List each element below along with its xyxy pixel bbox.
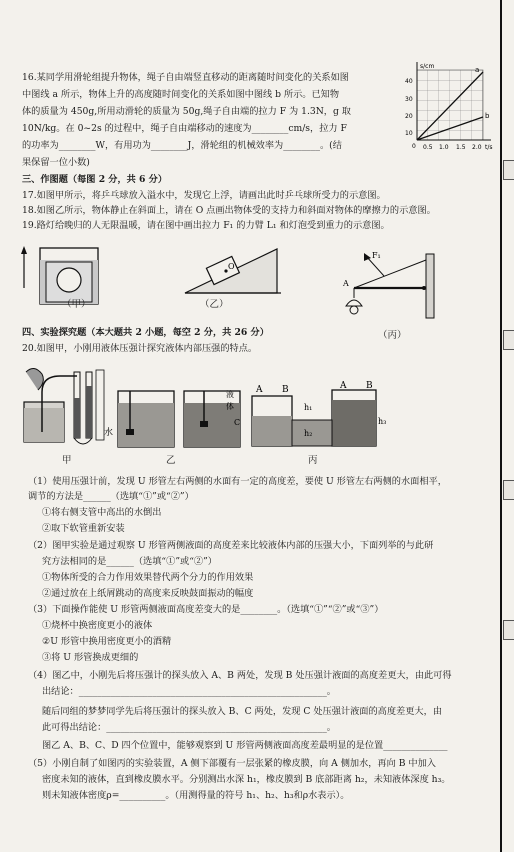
binding-mark (503, 480, 514, 500)
caption-exp-jia: 甲 (62, 455, 72, 466)
p3-option-2: ②U 形管中换用密度更小的酒精 (42, 636, 172, 647)
caption-yi: （乙） (200, 299, 229, 310)
s-t-graph (405, 60, 495, 155)
page-binding-line (500, 0, 502, 852)
beaker-label-C: C (234, 418, 241, 427)
p4-line-1: （4）图乙中，小刚先后将压强计的探头放入 A、B 两处，发现 B 处压强计液面的高度差更大，由此可得 (28, 670, 452, 681)
graph-y-tick-20: 20 (405, 113, 413, 120)
figure-jia-pressure-gauge (16, 362, 114, 452)
container-label-B: B (282, 385, 289, 395)
container-label-A2: A (340, 381, 347, 391)
binding-mark (503, 330, 514, 350)
q16-line-4: 10N/kg。在 0~2s 的过程中，绳子自由端移动的速度为________cm/s，拉力 F (22, 123, 347, 134)
figure-bing-container (248, 380, 388, 460)
graph-x-tick-15: 1.5 (456, 144, 466, 151)
beaker-label-liquid-1: 液 (226, 390, 234, 399)
container-label-A: A (256, 385, 263, 395)
q17-text: 17.如图甲所示，将乒乓球放入溢水中，发现它上浮，请画出此时乒乓球所受力的示意图。 (22, 190, 386, 201)
caption-jia: （甲） (62, 299, 91, 310)
graph-y-label: s/cm (420, 63, 435, 70)
p1-line-2: 调节的方法是______（选填“①”或“②”） (28, 491, 194, 502)
p5-line-1: （5）小刚自制了如图丙的实验装置，A 侧下部覆有一层张紧的橡皮膜，向 A 侧加水，再向 B 中加入 (28, 758, 436, 769)
graph-line-a-label: a (475, 66, 480, 74)
figure-bing-street-lamp (340, 236, 450, 331)
lamp-point-A: A (343, 279, 349, 288)
graph-x-tick-05: 0.5 (423, 144, 433, 151)
p2-option-2: ②通过放在上纸屑跳动的高度来反映鼓面振动的幅度 (42, 588, 254, 599)
p5-line-3: 则未知液体密度ρ=__________。（用测得量的符号 h₁、h₂、h₃和ρ水表示）。 (42, 790, 350, 801)
p3-line-1: （3）下面操作能使 U 形管两侧液面高度差变大的是________。（选填“①”“②”或“③”） (28, 604, 384, 615)
beaker-label-water: 水 (104, 428, 114, 438)
q16-line-3: 体的质量为 450g,所用动滑轮的质量为 50g,绳子自由端的拉力 F 为 1.3N，g 取 (22, 106, 351, 117)
container-label-B2: B (366, 381, 373, 391)
binding-mark (503, 160, 514, 180)
section-4-title: 四、实验探究题（本大题共 2 小题，每空 2 分，共 26 分） (22, 327, 269, 338)
incline-point-O: O (228, 262, 235, 271)
p5-line-2: 密度未知的液体，直到橡皮膜水平。分别测出水深 h₁，橡皮膜到 B 底部距离 h₂，未知液体深度 h₃。 (42, 774, 451, 785)
container-label-h1: h₁ (304, 403, 313, 412)
p2-line-1: （2）图甲实验是通过观察 U 形管两侧液面的高度差来比较液体内部的压强大小，下面列举的与此研 (28, 540, 434, 551)
q16-line-1: 16.某同学用滑轮组提升物体，绳子自由端竖直移动的距离随时间变化的关系如图 (22, 72, 349, 83)
p4-line-5: 图乙 A、B、C、D 四个位置中，能够观察到 U 形管两侧液面高度差最明显的是位置______________ (42, 740, 448, 751)
p4-line-3: 随后同组的梦梦同学先后将压强计的探头放入 B、C 两处，发现 C 处压强计液面的高度差更大，由 (42, 706, 442, 717)
p1-option-2: ②取下软管重新安装 (42, 523, 125, 534)
figure-yi-beakers (104, 385, 248, 455)
section-3-title: 三、作图题（每图 2 分，共 6 分） (22, 174, 168, 185)
p3-option-1: ①烧杯中换密度更小的液体 (42, 620, 153, 631)
graph-origin: 0 (412, 143, 416, 150)
caption-bing: （丙） (378, 330, 407, 341)
q16-line-2: 中图线 a 所示，物体上升的高度随时间变化的关系如图中图线 b 所示。已知物 (22, 89, 340, 100)
container-label-h2: h₂ (304, 429, 313, 438)
q18-text: 18.如图乙所示，物体静止在斜面上，请在 O 点画出物体受的支持力和斜面对物体的摩擦力的示意图。 (22, 205, 436, 216)
graph-y-tick-30: 30 (405, 96, 413, 103)
beaker-label-liquid-2: 体 (226, 402, 234, 411)
graph-y-tick-40: 40 (405, 78, 413, 85)
container-label-h3: h₃ (378, 417, 387, 426)
p4-line-4: 此可得出结论：________________________________________________。 (42, 722, 336, 733)
q19-text: 19.路灯给晚归的人无限温暖，请在图中画出拉力 F₁ 的力臂 L₁ 和灯泡受到重力的示意图。 (22, 220, 390, 231)
graph-x-tick-20: 2.0 (472, 144, 482, 151)
p3-option-3: ③将 U 形管换成更细的 (42, 652, 139, 663)
p4-line-2: 出结论：______________________________________________________。 (42, 686, 336, 697)
graph-line-b-label: b (485, 112, 490, 120)
graph-x-tick-10: 1.0 (439, 144, 449, 151)
q16-line-5: 的功率为________W，有用功为________J，滑轮组的机械效率为________。(结 (22, 140, 342, 151)
caption-exp-bing: 丙 (308, 455, 318, 466)
p1-line-1: （1）使用压强计前，发现 U 形管左右两侧的水面有一定的高度差，要使 U 形管左右两侧的水面相平， (28, 476, 447, 487)
q16-line-6: 果保留一位小数) (22, 157, 90, 168)
q20-text: 20.如图甲，小刚用液体压强计探究液体内部压强的特点。 (22, 343, 258, 354)
binding-mark (503, 620, 514, 640)
force-F1-label: F₁ (372, 251, 381, 260)
caption-exp-yi: 乙 (166, 455, 176, 466)
p2-option-1: ①物体所受的合力作用效果替代两个分力的作用效果 (42, 572, 254, 583)
graph-x-label: t/s (485, 144, 493, 151)
p1-option-1: ①将右侧支管中高出的水倒出 (42, 507, 162, 518)
p2-line-2: 究方法相同的是______（选填“①”或“②”） (42, 556, 217, 567)
graph-y-tick-10: 10 (405, 130, 413, 137)
